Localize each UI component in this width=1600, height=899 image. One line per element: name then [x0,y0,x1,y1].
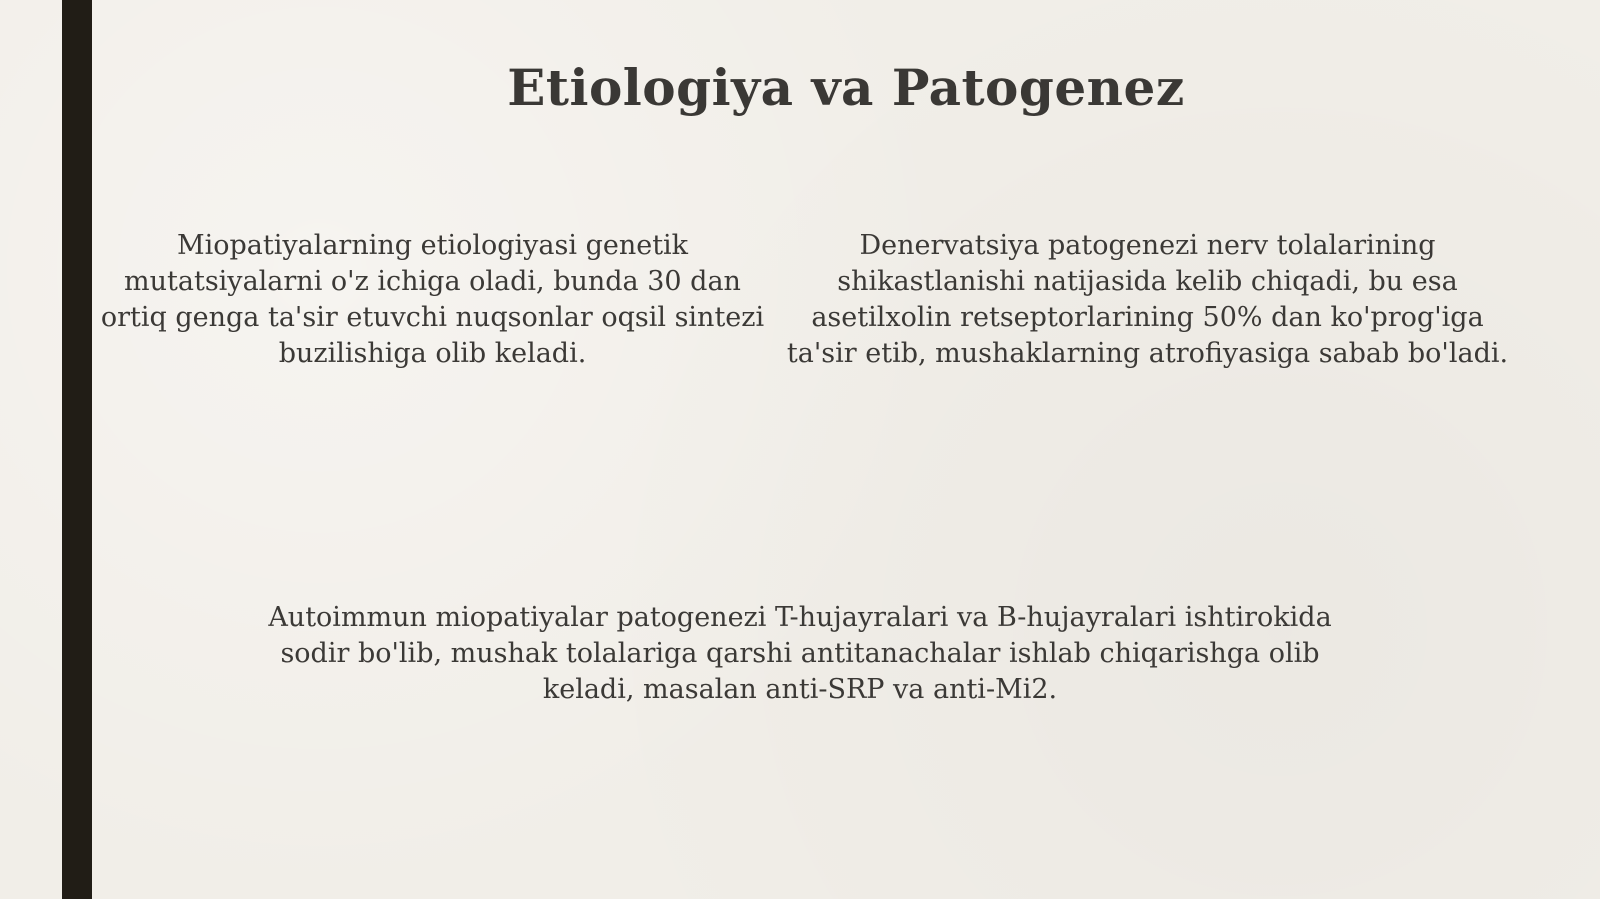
paragraph-etiology: Miopatiyalarning etiologiyasi genetik mutatsiyalarni o'z ichiga oladi, bunda 30 dan ortiq genga ta'sir etuvchi nuqsonlar oqsil sintezi buzilishiga olib keladi. [100,230,765,369]
accent-bar [62,0,92,899]
paragraph-autoimmune: Autoimmun miopatiyalar patogenezi T-hujayralari va B-hujayralari ishtirokida sodir bo'lib, mushak tolalariga qarshi antitanachalar ishlab chiqarishga olib keladi, masalan anti-SRP va anti-Mi2. [268,602,1332,705]
paragraph-denervation: Denervatsiya patogenezi nerv tolalarining shikastlanishi natijasida kelib chiqadi, bu esa asetilxolin retseptorlarining 50% dan ko'prog'iga ta'sir etib, mushaklarning atrofiyasiga sabab bo'ladi. [786,230,1509,369]
slide-title: Etiologiya va Patogenez [507,58,1185,117]
